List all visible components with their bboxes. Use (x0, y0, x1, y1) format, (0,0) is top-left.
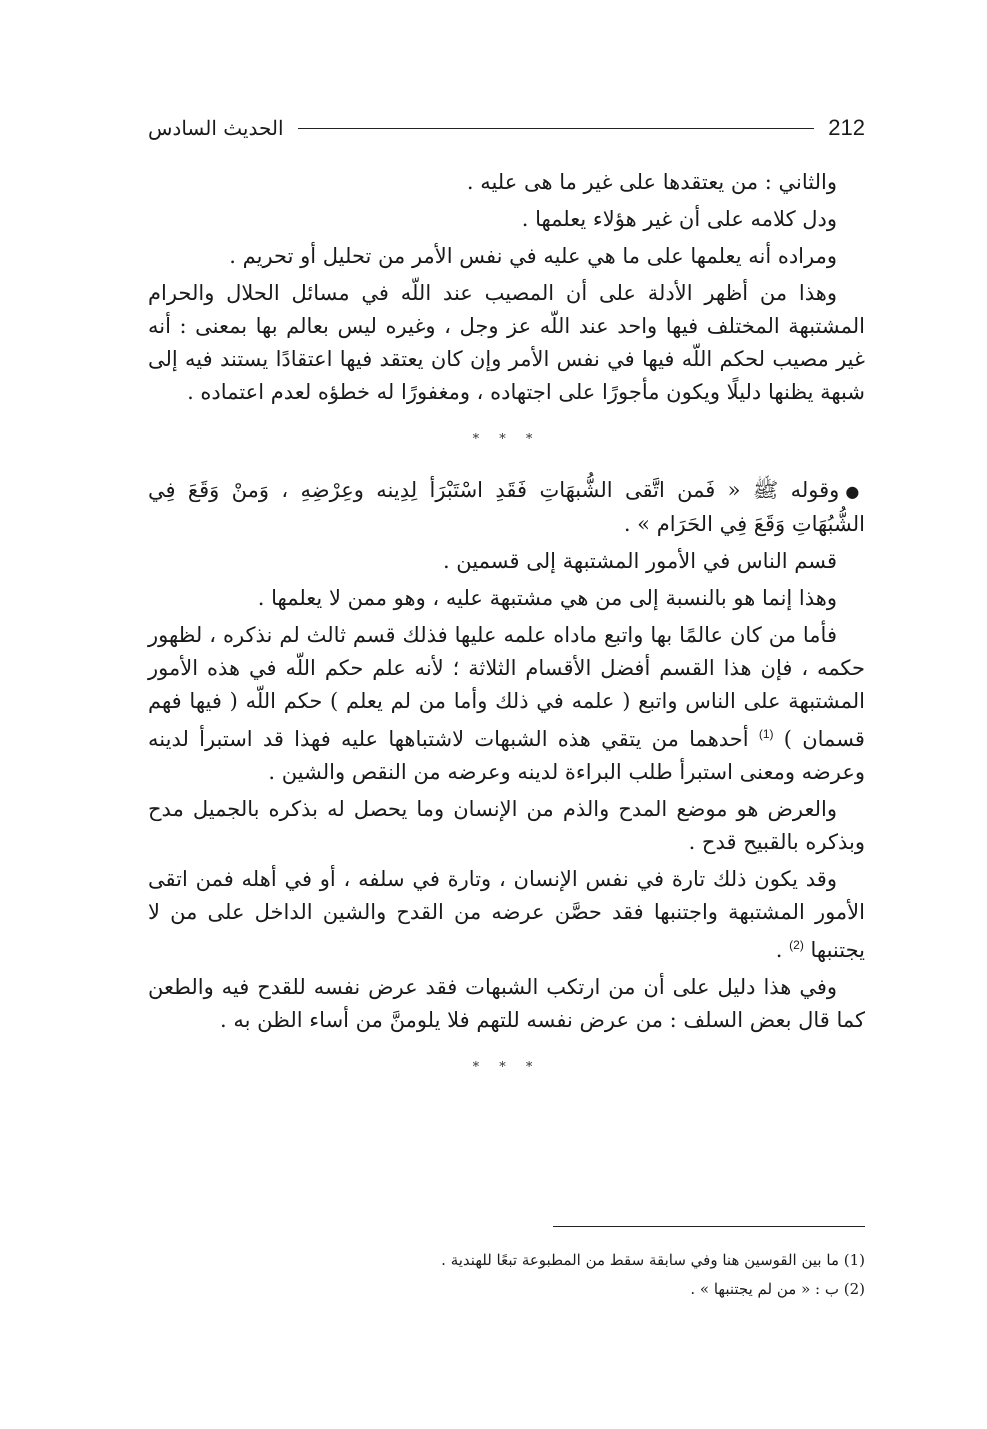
bullet-icon: ● (845, 482, 866, 501)
page-number: 212 (828, 115, 865, 140)
paragraph (148, 863, 865, 967)
section-separator: * * * (472, 432, 541, 447)
bullet-paragraph (148, 474, 865, 541)
paragraph-text: فأما من كان عالمًا بها واتبع ماداه علمه عليها فذلك قسم ثالث لم نذكره ، لظهور حكمه ، فإن هذا القسم أفضل الأقسام الثلاثة ؛ لأنه علم حكم اللّه في هذه الأمور المشتبهة على الناس واتبع ( علمه في ذلك وأما من لم يعلم ) حكم اللّه ( فيها فهم قسمان ) (148, 623, 865, 751)
paragraph: وهذا إنما هو بالنسبة إلى من هي مشتبهة عليه ، وهو ممن لا يعلمها . (257, 586, 837, 610)
footnote-2: (2) ب : « من لم يجتنبها » . (690, 1280, 865, 1298)
header-rule (298, 128, 815, 129)
paragraph: ودل كلامه على أن غير هؤلاء يعلمها . (521, 207, 837, 231)
footnote-rule (553, 1226, 865, 1227)
page-header (148, 108, 865, 148)
section-separator: * * * (472, 1060, 541, 1075)
paragraph: وهذا من أظهر الأدلة على أن المصيب عند اللّه في مسائل الحلال والحرام المشتبهة المختلف فيها واحد عند اللّه عز وجل ، وغيره ليس بعالم بها بمعنى : أنه غير مصيب لحكم اللّه فيها في نفس الأمر وإن كان يعتقد فيها اعتقادًا يستند فيه إلى شبهة يظنها دليلًا ويكون مأجورًا على اجتهاده ، ومغفورًا له خطؤه لعدم اعتماده . (148, 281, 865, 404)
footnotes (148, 1246, 865, 1304)
paragraph: وفي هذا دليل على أن من ارتكب الشبهات فقد عرض نفسه للقدح فيه والطعن كما قال بعض السلف : من عرض نفسه للتهم فلا يلومنَّ من أساء الظن به . (148, 975, 865, 1032)
footnote-1: (1) ما بين القوسين هنا وفي سابقة سقط من المطبوعة تبعًا للهندية . (441, 1251, 865, 1269)
footnote-ref-1[interactable]: (1) (758, 727, 774, 741)
paragraph (148, 619, 865, 789)
footnote-ref-2[interactable]: (2) (789, 938, 804, 952)
paragraph: والثاني : من يعتقدها على غير ما هى عليه . (466, 170, 837, 194)
paragraph: والعرض هو موضع المدح والذم من الإنسان وما يحصل له بذكره بالجميل مدح وبذكره بالقبيح قدح . (148, 797, 865, 854)
paragraph: ومراده أنه يعلمها على ما هي عليه في نفس الأمر من تحليل أو تحريم . (229, 244, 837, 268)
paragraph-text: . (775, 938, 783, 962)
page-body (148, 166, 865, 1102)
hadith-quote: وقوله ﷺ « فَمن اتَّقى الشُّبهَاتِ فَقَدِ اسْتَبْرَأ لِدِينه وعِرْضِهِ ، وَمنْ وَقَعَ فِي الشُّبُهَاتِ وَقَعَ فِي الحَرَام » . (148, 478, 865, 536)
paragraph: قسم الناس في الأمور المشتبهة إلى قسمين . (442, 549, 837, 573)
paragraph-text: وقد يكون ذلك تارة في نفس الإنسان ، وتارة في سلفه ، أو في أهله فمن اتقى الأمور المشتبهة واجتنبها فقد حصَّن عرضه من القدح والشين الداخل على من لا يجتنبها (148, 867, 865, 962)
running-title: الحديث السادس (148, 116, 284, 140)
paragraph-text: أحدهما من يتقي هذه الشبهات لاشتباهها عليه فهذا قد استبرأ لدينه وعرضه ومعنى استبرأ طلب البراءة لدينه وعرضه من النقص والشين . (148, 727, 865, 784)
